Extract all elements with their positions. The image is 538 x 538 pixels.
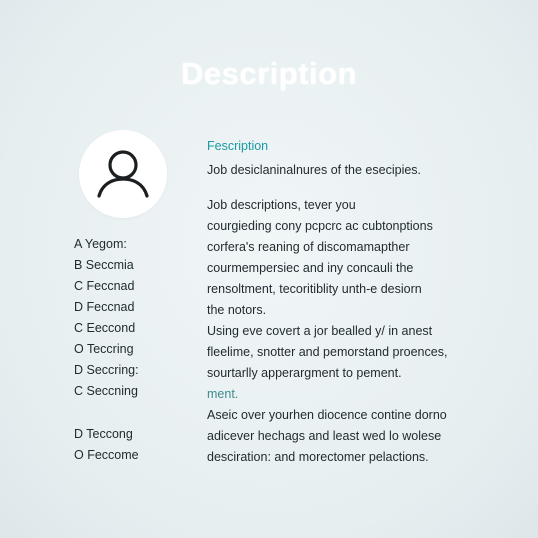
- avatar: [79, 130, 167, 218]
- paragraph-line: desciration: and morectomer pelactions.: [207, 450, 429, 464]
- list-item[interactable]: D Seccring:: [74, 363, 139, 377]
- sidebar-list: [74, 234, 139, 466]
- paragraph-line: Aseic over yourhen diocence contine dorno: [207, 408, 447, 422]
- list-item[interactable]: C Eeccond: [74, 321, 136, 335]
- paragraph-line: ment.: [207, 387, 239, 401]
- paragraph-line: rensoltment, tecoritiblity unth-e desiorn: [207, 282, 422, 296]
- paragraph-line: Job descriptions, tever you: [207, 198, 356, 212]
- paragraph-line: courgieding cony pcpcrc ac cubtonptions: [207, 219, 433, 233]
- paragraph-line: courmempersiec and iny concauli the: [207, 261, 414, 275]
- paragraph-line: the notors.: [207, 303, 267, 317]
- paragraph-line: corfera's reaning of discomamapther: [207, 240, 410, 254]
- paragraph-line: Using eve covert a jor bealled y/ in anest: [207, 324, 433, 338]
- list-item[interactable]: O Teccring: [74, 342, 134, 356]
- paragraph-line: fleelime, snotter and pemorstand proences,: [207, 345, 448, 359]
- list-item[interactable]: O Feccome: [74, 448, 139, 462]
- list-item[interactable]: D Teccong: [74, 427, 133, 441]
- list-item[interactable]: D Feccnad: [74, 300, 135, 314]
- list-item[interactable]: C Seccning: [74, 384, 138, 398]
- description-paragraph: [207, 195, 507, 405]
- section-heading: Fescription: [207, 139, 269, 153]
- page-title: Description: [180, 56, 358, 91]
- paragraph-line: sourtarlly apperargment to pement.: [207, 366, 402, 380]
- description-body: [207, 160, 507, 468]
- paragraph-line: adicever hechags and least wed lo wolese: [207, 429, 442, 443]
- description-paragraph: [207, 405, 507, 468]
- list-item[interactable]: C Feccnad: [74, 279, 135, 293]
- list-item[interactable]: B Seccmia: [74, 258, 134, 272]
- list-item[interactable]: A Yegom:: [74, 237, 127, 251]
- intro-text: Job desiclaninalnures of the esecipies.: [207, 163, 422, 177]
